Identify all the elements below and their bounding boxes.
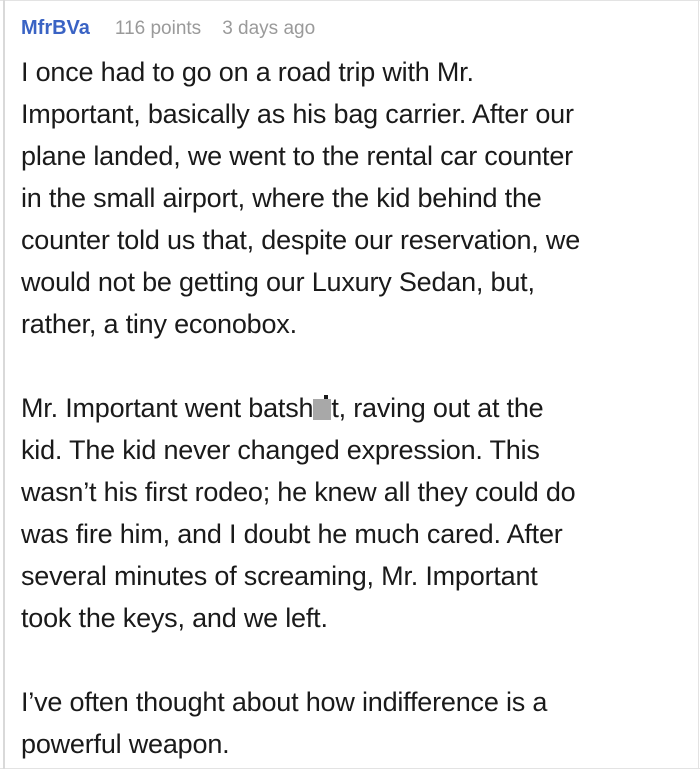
comment-text-line: would not be getting our Luxury Sedan, but,	[21, 267, 535, 297]
comment-text-line: rather, a tiny econobox.	[21, 309, 297, 339]
censored-line-pre: Mr. Important went batsh	[21, 393, 314, 423]
comment-points: 116 points	[114, 18, 202, 39]
comment-text-line: Important, basically as his bag carrier. After our	[21, 99, 574, 129]
comment-paragraph	[21, 387, 680, 639]
comment-thread-line[interactable]	[3, 0, 5, 769]
comment-text-line: wasn’t his first rodeo; he knew all they could do	[21, 477, 576, 507]
comment-username[interactable]: MfrBVa	[21, 17, 90, 39]
comment-timestamp: 3 days ago	[222, 18, 316, 39]
divider-right	[698, 0, 699, 769]
comment-text-line: several minutes of screaming, Mr. Important	[21, 561, 538, 591]
comment-paragraph	[21, 681, 680, 765]
comment-header	[21, 17, 680, 44]
comment-text-line: I’ve often thought about how indifference is a	[21, 687, 548, 717]
comment-text-line: was fire him, and I doubt he much cared. After	[21, 519, 563, 549]
comment-text-line	[21, 387, 680, 429]
comment-text-line: kid. The kid never changed expression. This	[21, 435, 540, 465]
comment-text-line: powerful weapon.	[21, 729, 230, 759]
comment-body	[21, 51, 680, 765]
comment-text-line: I once had to go on a road trip with Mr.	[21, 57, 474, 87]
comment-text-line: in the small airport, where the kid behind the	[21, 183, 542, 213]
censor-box	[313, 399, 331, 420]
comment-text-line: plane landed, we went to the rental car counter	[21, 141, 573, 171]
comment-content	[21, 17, 680, 765]
comment-paragraph	[21, 51, 680, 345]
divider-top	[0, 0, 700, 1]
censored-line-post: t, raving out at the	[331, 393, 544, 423]
comment-text-line: counter told us that, despite our reservation, we	[21, 225, 581, 255]
comment-text-line: took the keys, and we left.	[21, 603, 328, 633]
